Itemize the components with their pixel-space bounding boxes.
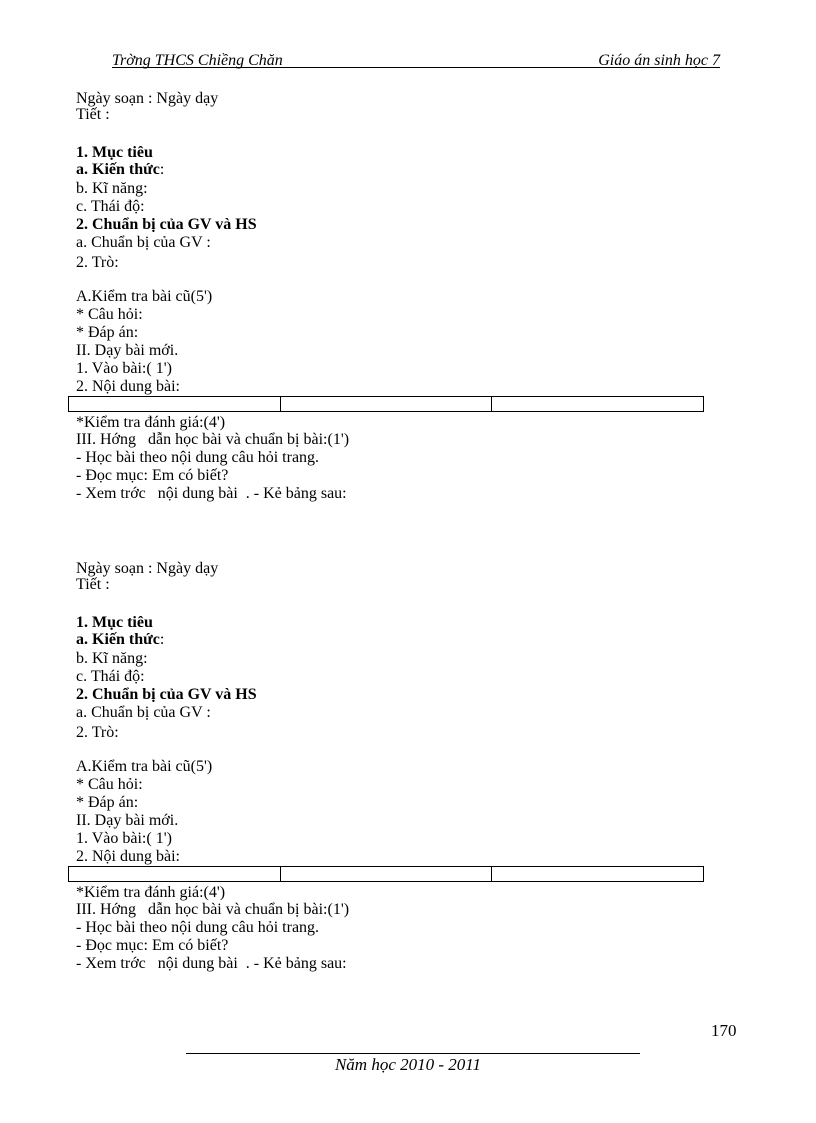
teacher-prep-line: a. Chuẩn bị của GV : [76, 234, 211, 251]
guidance-line: III. Hớng dẫn học bài và chuẩn bị bài:(1') [76, 431, 350, 448]
table-cell [492, 397, 703, 411]
page-footer: Năm học 2010 - 2011 [334, 1055, 482, 1074]
skills-line: b. Kĩ năng: [76, 180, 148, 197]
check-old-line: A.Kiểm tra bài cũ(5') [76, 758, 213, 775]
assessment-line: *Kiểm tra đánh giá:(4') [76, 884, 226, 901]
table-cell [69, 867, 281, 881]
read-line: - Đọc mục: Em có biết? [76, 937, 229, 954]
content-line: 2. Nội dung bài: [76, 378, 180, 395]
content-table [68, 396, 704, 412]
period-line: Tiết : [76, 106, 110, 123]
answer-line: * Đáp án: [76, 794, 139, 811]
assessment-line: *Kiểm tra đánh giá:(4') [76, 414, 226, 431]
new-lesson-line: II. Dạy bài mới. [76, 812, 179, 829]
table-cell [281, 397, 493, 411]
student-prep-line: 2. Trò: [76, 254, 119, 271]
header-rule [112, 67, 720, 68]
objectives-heading: 1. Mục tiêu [76, 144, 153, 161]
preparation-heading: 2. Chuẩn bị của GV và HS [76, 686, 257, 703]
guidance-line: III. Hớng dẫn học bài và chuẩn bị bài:(1') [76, 901, 350, 918]
page-number: 170 [711, 1021, 737, 1040]
attitude-line: c. Thái độ: [76, 198, 145, 215]
period-line: Tiết : [76, 576, 110, 593]
table-cell [69, 397, 281, 411]
page-header [112, 52, 720, 72]
intro-line: 1. Vào bài:( 1') [76, 830, 172, 847]
student-prep-line: 2. Trò: [76, 724, 119, 741]
read-line: - Đọc mục: Em có biết? [76, 467, 229, 484]
intro-line: 1. Vào bài:( 1') [76, 360, 172, 377]
knowledge-heading: a. Kiến thức: [76, 631, 165, 648]
objectives-heading: 1. Mục tiêu [76, 614, 153, 631]
footer-rule [186, 1053, 640, 1054]
school-name: Trờng THCS Chiềng Chăn [112, 52, 283, 69]
content-line: 2. Nội dung bài: [76, 848, 180, 865]
content-table [68, 866, 704, 882]
table-cell [492, 867, 703, 881]
preparation-heading: 2. Chuẩn bị của GV và HS [76, 216, 257, 233]
date-line: Ngày soạn : Ngày dạy [76, 90, 219, 107]
review-line: - Xem trớc nội dung bài . - Kẻ bảng sau: [76, 955, 347, 972]
date-line: Ngày soạn : Ngày dạy [76, 560, 219, 577]
check-old-line: A.Kiểm tra bài cũ(5') [76, 288, 213, 305]
skills-line: b. Kĩ năng: [76, 650, 148, 667]
question-line: * Câu hỏi: [76, 306, 143, 323]
study-line: - Học bài theo nội dung câu hỏi trang. [76, 449, 320, 466]
answer-line: * Đáp án: [76, 324, 139, 341]
teacher-prep-line: a. Chuẩn bị của GV : [76, 704, 211, 721]
knowledge-heading: a. Kiến thức: [76, 161, 165, 178]
question-line: * Câu hỏi: [76, 776, 143, 793]
study-line: - Học bài theo nội dung câu hỏi trang. [76, 919, 320, 936]
table-cell [281, 867, 493, 881]
attitude-line: c. Thái độ: [76, 668, 145, 685]
subject-name: Giáo án sinh học 7 [598, 52, 720, 69]
review-line: - Xem trớc nội dung bài . - Kẻ bảng sau: [76, 485, 347, 502]
new-lesson-line: II. Dạy bài mới. [76, 342, 179, 359]
